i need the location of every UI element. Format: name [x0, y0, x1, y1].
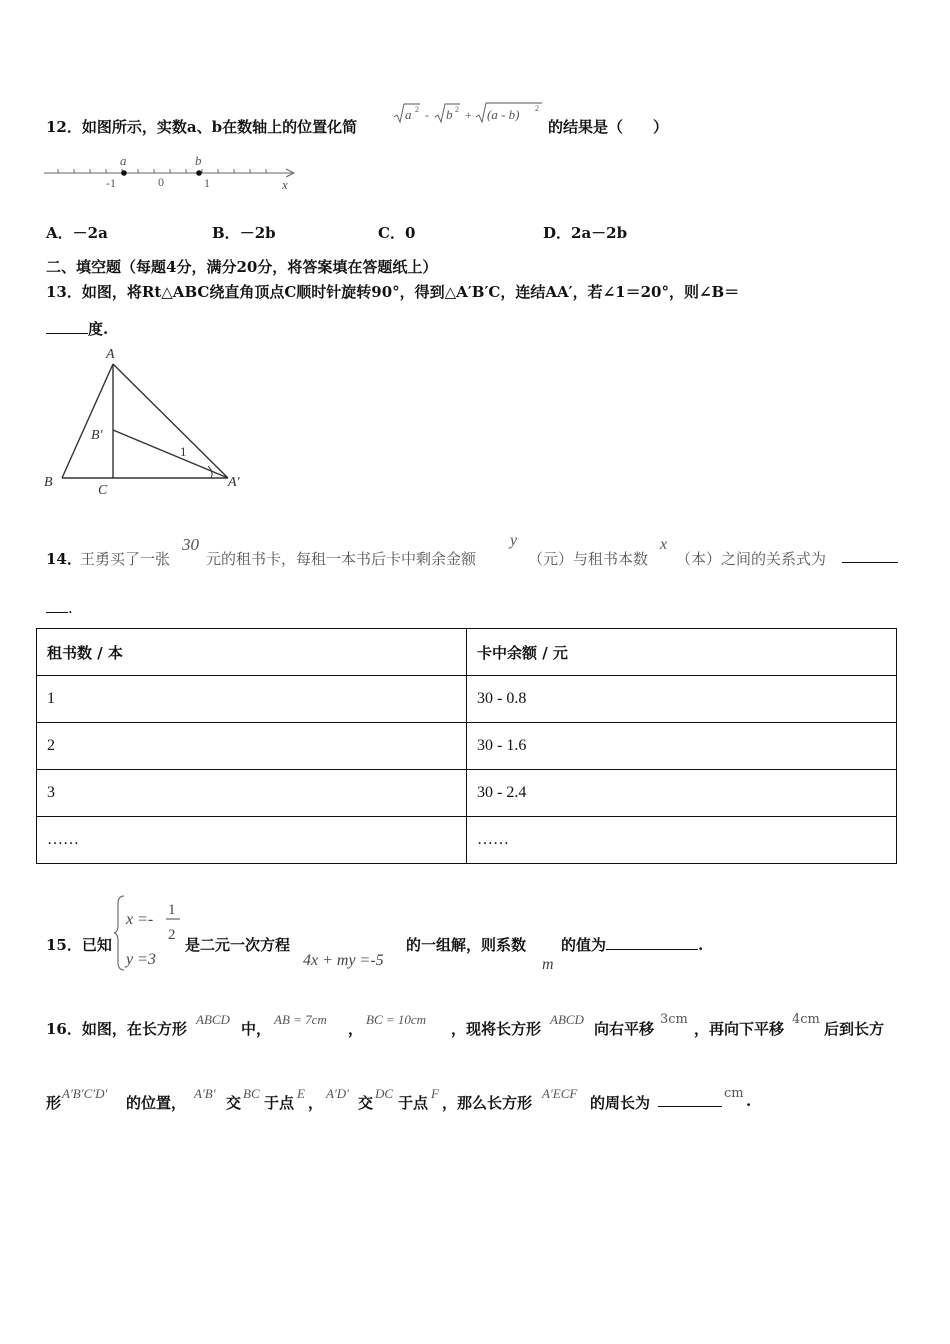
label-a: a: [120, 153, 127, 168]
q16-answer-blank[interactable]: [658, 1092, 722, 1107]
table-cell: 30 - 0.8: [467, 676, 897, 723]
label-b: b: [195, 153, 202, 168]
q15-text-4: [561, 934, 703, 955]
q16-seg-bc: BC: [243, 1086, 260, 1101]
q16-text-12: 于点: [398, 1094, 429, 1112]
q13-text: 13．如图，将Rt△ABC绕直角顶点C顺时针旋转90°，得到△A′B′C，连结AA′，若∠1＝20°，则∠B＝: [46, 283, 740, 301]
point-a: [121, 170, 127, 176]
option-a-text: －2a: [72, 224, 108, 242]
q12-sqrt2-exp: 2: [455, 105, 459, 114]
q16-rect-abcd-2: ABCD: [550, 1012, 584, 1027]
option-c-text: 0: [404, 224, 416, 242]
system-frac-num: 1: [168, 902, 176, 918]
q16-text-4: 向右平移: [594, 1020, 655, 1038]
q15-system: [114, 892, 186, 978]
q16-line2: [46, 1084, 902, 1114]
q16-seg-dc: DC: [375, 1086, 394, 1101]
q16-text-5: ，再向下平移: [694, 1020, 785, 1038]
q12-sqrt1-exp: 2: [415, 105, 419, 114]
option-d[interactable]: [543, 222, 627, 243]
q16-rect-aecf: A′ECF: [542, 1086, 578, 1101]
segment-AA1: [113, 364, 228, 478]
q12-minus: -: [425, 108, 429, 122]
q14-text-3: （元）与租书本数: [528, 550, 649, 568]
q16-seg-ad-prime: A′D′: [326, 1086, 350, 1101]
q15-text-3: 的一组解，则系数: [406, 936, 527, 954]
q15-answer-blank[interactable]: [606, 935, 698, 950]
q14-number: 14．: [46, 550, 82, 568]
q12-number-line: [44, 152, 300, 198]
option-c[interactable]: [378, 222, 415, 243]
table-cell: 3: [37, 770, 467, 817]
table-cell: ……: [37, 817, 467, 864]
segment-B1A1: [113, 430, 228, 478]
q16-text-7: 形: [46, 1094, 62, 1112]
table-header-row: [37, 629, 897, 676]
q16-text-10: 于点: [264, 1094, 295, 1112]
q14-text-2: 元的租书卡，每租一本书后卡中剩余金额: [206, 550, 477, 568]
table-row: [37, 723, 897, 770]
q12-sqrt1-var: a: [405, 107, 412, 122]
q16-unit: cm: [724, 1086, 744, 1101]
point-b: [196, 170, 202, 176]
q14-end: .: [68, 599, 73, 617]
q16-text-9: 交: [226, 1094, 242, 1112]
q16-text-11: 交: [358, 1094, 374, 1112]
table-row: [37, 817, 897, 864]
label-angle-1: 1: [180, 444, 187, 459]
q13-answer-line: [46, 318, 108, 339]
q12-stem: 12．如图所示，实数a、b在数轴上的位置化简: [46, 118, 358, 136]
tick-label-neg1: -1: [106, 176, 116, 190]
label-A-prime: A′: [228, 475, 240, 490]
option-d-text: 2a－2b: [571, 224, 628, 242]
q16-end: .: [746, 1092, 752, 1110]
q16-text-13: ，那么长方形: [442, 1094, 533, 1112]
q16-comma-1: ，: [348, 1020, 364, 1038]
table-cell: 1: [37, 676, 467, 723]
q16-rect-prime: A′B′C′D′: [62, 1086, 108, 1101]
axis-label-x: x: [282, 177, 288, 192]
table-cell: 2: [37, 723, 467, 770]
q14-var-x: x: [660, 536, 668, 553]
q16-point-f: F: [431, 1086, 439, 1101]
section-heading: 二、填空题（每题4分，满分20分，将答案填在答题纸上）: [46, 258, 438, 276]
q16-bc-length: BC = 10cm: [366, 1012, 427, 1027]
q16-comma-2: ，: [308, 1094, 324, 1112]
q16-shift-down: 4cm: [792, 1012, 820, 1027]
q16-ab-length: AB = 7cm: [274, 1012, 327, 1027]
option-c-label: C．: [378, 224, 405, 242]
table-row: [37, 770, 897, 817]
q13-answer-blank[interactable]: [46, 319, 88, 334]
label-B: B: [44, 475, 53, 490]
q15-coef: m: [542, 956, 554, 973]
q12-tail: 的结果是（ ）: [548, 118, 669, 136]
angle-arc: [208, 466, 212, 478]
q14-answer-blank-cont[interactable]: [46, 598, 68, 613]
q14-text-1: 王勇买了一张: [80, 550, 171, 568]
q12-sqrt2-var: b: [446, 107, 453, 122]
q13-unit: 度.: [88, 320, 109, 338]
system-y-eq: y =3: [126, 951, 156, 968]
q16-text-6: 后到长方: [824, 1020, 885, 1038]
q15-text-1: 15．已知: [46, 936, 112, 954]
table-header-balance: 卡中余额 / 元: [467, 629, 897, 676]
label-B-prime: B′: [91, 428, 103, 443]
q14-var-y: y: [510, 532, 518, 549]
q16-line1: [46, 1010, 902, 1040]
q16-text-1: 16．如图，在长方形: [46, 1020, 187, 1038]
q12-sqrt3-exp: 2: [535, 104, 539, 113]
axis-ticks: [58, 169, 266, 173]
segment-BA: [62, 364, 113, 478]
q14-line2: [46, 598, 73, 617]
system-brace: [114, 896, 124, 970]
option-b[interactable]: [212, 222, 276, 243]
q12-formula: [392, 100, 547, 134]
q15-end: .: [698, 936, 704, 954]
q14-text-4: （本）之间的关系式为: [676, 550, 827, 568]
option-b-text: －2b: [239, 224, 276, 242]
system-frac-den: 2: [168, 927, 176, 943]
table-row: [37, 676, 897, 723]
q16-rect-abcd: ABCD: [196, 1012, 230, 1027]
label-A: A: [106, 347, 115, 362]
tick-label-1: 1: [204, 176, 210, 190]
table-cell: 30 - 2.4: [467, 770, 897, 817]
q16-text-14: 的周长为: [590, 1094, 651, 1112]
q16-point-e: E: [297, 1086, 305, 1101]
q15-equation: 4x + my =-5: [303, 952, 384, 969]
option-d-label: D．: [543, 224, 572, 242]
q16-seg-ab-prime: A′B′: [194, 1086, 216, 1101]
q14-amount: 30: [182, 535, 199, 554]
option-a-label: A．: [46, 224, 73, 242]
q15-text-2: 是二元一次方程: [185, 936, 291, 954]
q15-value-label: 的值为: [561, 936, 607, 954]
q14-line1: [46, 532, 902, 570]
table-cell: 30 - 1.6: [467, 723, 897, 770]
q13-figure: [40, 342, 255, 506]
q12-plus: +: [465, 108, 472, 122]
table-header-books: 租书数 / 本: [37, 629, 467, 676]
q16-text-8: 的位置，: [126, 1094, 187, 1112]
q16-text-3: ，现将长方形: [451, 1020, 542, 1038]
label-C: C: [98, 483, 108, 498]
q16-shift-right: 3cm: [660, 1012, 688, 1027]
q14-answer-blank[interactable]: [842, 548, 898, 563]
q12-sqrt3-var: (a - b): [487, 107, 520, 122]
q14-table: [36, 628, 897, 864]
option-b-label: B．: [212, 224, 240, 242]
tick-label-0: 0: [158, 175, 164, 189]
table-cell: ……: [467, 817, 897, 864]
q16-text-2: 中，: [241, 1020, 272, 1038]
system-x-eq: x =-: [126, 911, 154, 928]
option-a[interactable]: [46, 222, 108, 243]
